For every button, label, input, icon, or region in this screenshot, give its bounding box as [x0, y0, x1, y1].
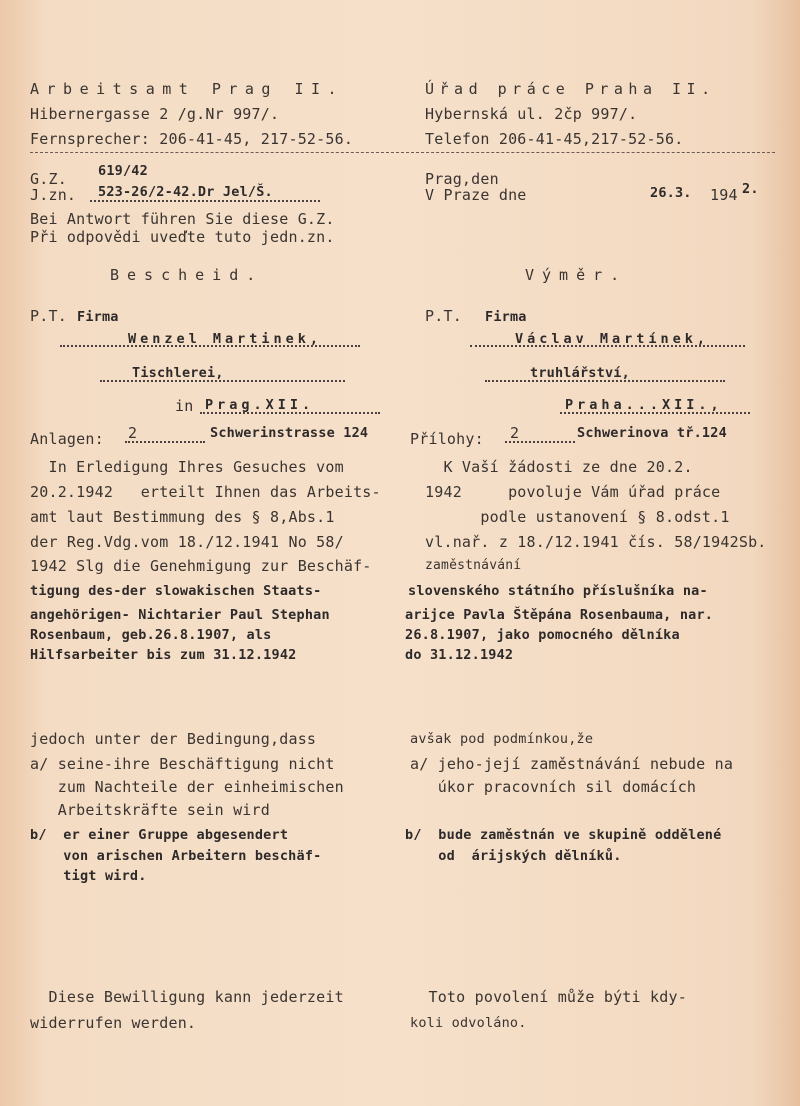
closing-cz-line-1: Toto povolení může býti kdy- [410, 988, 687, 1006]
body-de-line-5: 1942 Slg die Genehmigung zur Beschäf- [30, 557, 372, 575]
street-de: Schwerinstrasse 124 [210, 425, 369, 441]
company-city-cz: Praha...XII., [565, 397, 723, 413]
body-de-line-2: 20.2.1942 erteilt Ihnen das Arbeits- [30, 483, 381, 501]
condition-de-b-1: b/ er einer Gruppe abgesendert [30, 827, 289, 843]
condition-cz-intro: avšak pod podmínkou,že [410, 731, 594, 747]
body-cz-line-1: K Vaší žádosti ze dne 20.2. [425, 458, 693, 476]
company-trade-de: Tischlerei, [132, 365, 224, 381]
place-cz: V Praze dne [425, 186, 527, 204]
street-cz: Schwerinova tř.124 [577, 425, 727, 441]
body-cz-line-6: slovenského státního příslušníka na- [408, 583, 708, 599]
condition-de-intro: jedoch unter der Bedingung,dass [30, 730, 317, 748]
body-de-line-4: der Reg.Vdg.vom 18./12.1941 No 58/ [30, 533, 344, 551]
body-de-line-7: angehörigen- Nichtarier Paul Stephan [30, 607, 330, 623]
company-name-cz: Václav Martínek, [515, 331, 710, 347]
body-cz-line-5: zaměstnávání [425, 558, 522, 573]
closing-de-line-1: Diese Bewilligung kann jederzeit [30, 988, 344, 1006]
header-divider [30, 152, 775, 153]
year-suffix: 2. [742, 181, 759, 197]
body-cz-line-9: do 31.12.1942 [405, 647, 514, 663]
city-dotted-line-de [200, 412, 380, 414]
title-cz: Výměr. [525, 266, 628, 284]
company-trade-cz: truhlářství, [530, 365, 630, 381]
company-city-de: Prag.XII. [205, 397, 315, 413]
body-cz-line-4: vl.nař. z 18./12.1941 čís. 58/1942Sb. [425, 533, 767, 551]
body-de-line-8: Rosenbaum, geb.26.8.1907, als [30, 627, 272, 643]
gz-number: 619/42 [98, 163, 148, 179]
condition-de-a-1: a/ seine-ihre Beschäftigung nicht [30, 755, 335, 773]
condition-de-a-2: zum Nachteile der einheimischen [30, 778, 344, 796]
name-dotted-line-cz [470, 345, 745, 347]
attachments-label-de: Anlagen: [30, 430, 104, 448]
reply-note-cz: Při odpovědi uveďte tuto jedn.zn. [30, 228, 335, 246]
attachments-count-cz: 2 [510, 424, 520, 442]
attachments-dotted-line-cz [505, 441, 575, 443]
office-phone-de: Fernsprecher: 206-41-45, 217-52-56. [30, 130, 354, 148]
body-de-line-9: Hilfsarbeiter bis zum 31.12.1942 [30, 647, 297, 663]
attachments-label-cz: Přílohy: [410, 430, 484, 448]
firma-de: Firma [77, 309, 119, 325]
attachments-count-de: 2 [128, 424, 138, 442]
condition-cz-b-2: od árijských dělníků. [405, 848, 622, 864]
trade-dotted-line-cz [485, 380, 725, 382]
office-name-de: Arbeitsamt Prag II. [30, 80, 345, 98]
firma-cz: Firma [485, 309, 527, 325]
office-address-de: Hibernergasse 2 /g.Nr 997/. [30, 105, 280, 123]
office-phone-cz: Telefon 206-41-45,217-52-56. [425, 130, 684, 148]
condition-de-b-3: tigt wird. [30, 868, 147, 884]
body-de-line-3: amt laut Bestimmung des § 8,Abs.1 [30, 508, 335, 526]
reference-dotted-line [90, 200, 320, 202]
body-cz-line-2: 1942 povoluje Vám úřad práce [425, 483, 721, 501]
body-cz-line-3: podle ustanovení § 8.odst.1 [425, 508, 730, 526]
office-name-cz: Úřad práce Praha II. [425, 80, 716, 98]
in-label: in [175, 397, 194, 415]
closing-de-line-2: widerrufen werden. [30, 1014, 197, 1032]
condition-de-a-3: Arbeitskräfte sein wird [30, 801, 270, 819]
condition-cz-a-1: a/ jeho-její zaměstnávání nebude na [410, 755, 734, 773]
pt-cz: P.T. [425, 307, 462, 325]
gz-label: G.Z. [30, 170, 67, 188]
title-de: Bescheid. [110, 266, 264, 284]
reply-note-de: Bei Antwort führen Sie diese G.Z. [30, 210, 335, 228]
company-name-de: Wenzel Martinek, [128, 331, 323, 347]
closing-cz-line-2: koli odvoláno. [410, 1015, 527, 1031]
body-de-line-1: In Erledigung Ihres Gesuches vom [30, 458, 344, 476]
jzn-number: 523-26/2-42.Dr Jel/Š. [98, 184, 273, 200]
city-dotted-line-cz [560, 412, 750, 414]
attachments-dotted-line-de [125, 441, 205, 443]
body-cz-line-8: 26.8.1907, jako pomocného dělníka [405, 627, 680, 643]
office-address-cz: Hybernská ul. 2čp 997/. [425, 105, 638, 123]
date-value: 26.3. [650, 185, 692, 201]
body-cz-line-7: arijce Pavla Štěpána Rosenbauma, nar. [405, 607, 714, 623]
year-prefix: 194 [710, 186, 738, 204]
body-de-line-6: tigung des-der slowakischen Staats- [30, 583, 322, 599]
name-dotted-line-de [60, 345, 360, 347]
condition-de-b-2: von arischen Arbeitern beschäf- [30, 848, 322, 864]
condition-cz-b-1: b/ bude zaměstnán ve skupině oddělené [405, 827, 722, 843]
condition-cz-a-2: úkor pracovních sil domácích [410, 778, 697, 796]
trade-dotted-line-de [100, 380, 345, 382]
place-de: Prag,den [425, 170, 499, 188]
pt-de: P.T. [30, 307, 67, 325]
jzn-label: J.zn. [30, 186, 77, 204]
